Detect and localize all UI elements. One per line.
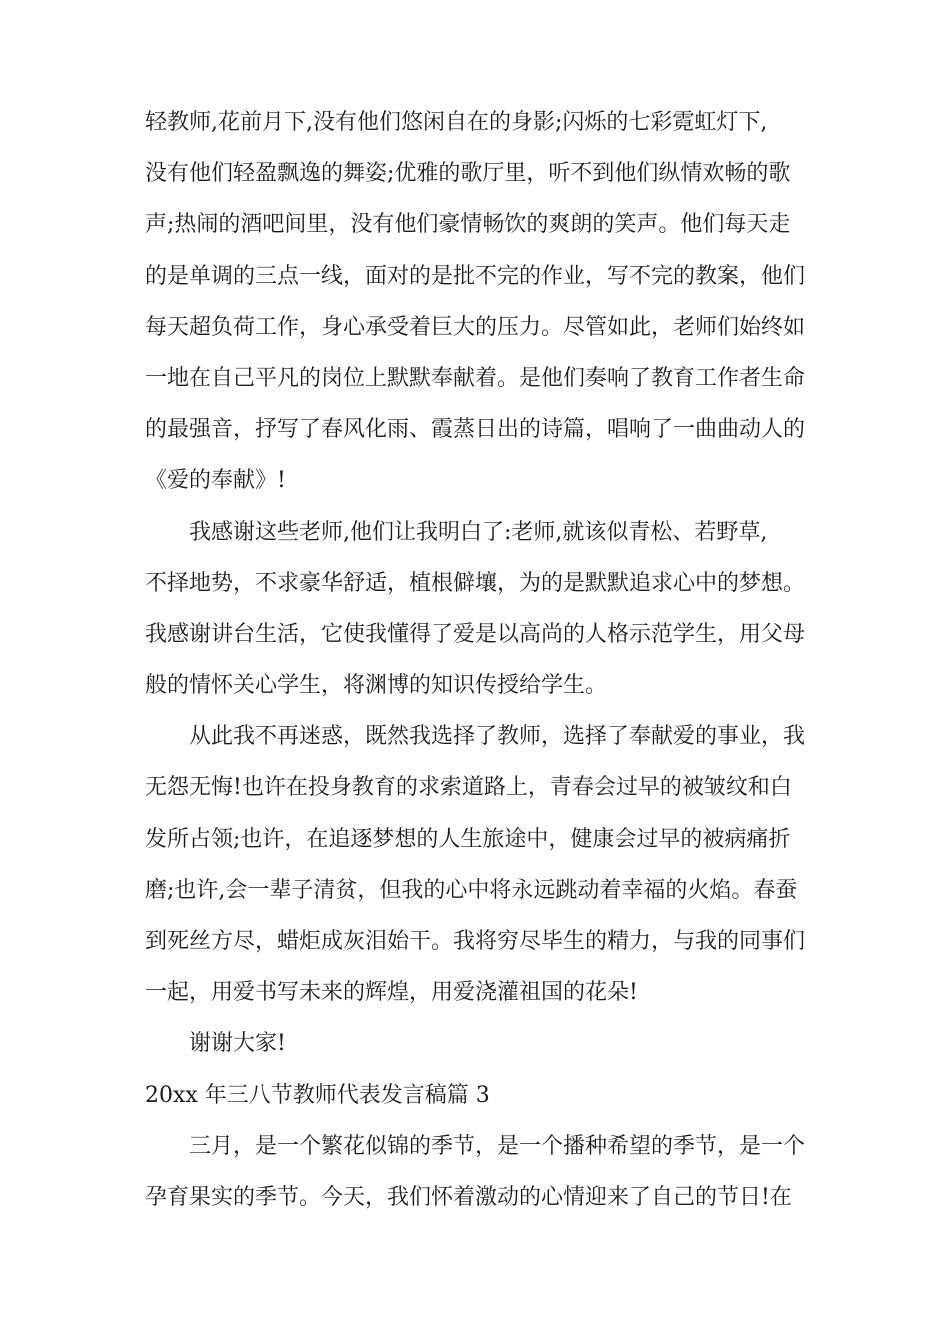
paragraph-1 xyxy=(145,97,825,507)
paragraph-line: 一地在自己平凡的岗位上默默奉献着。是他们奏响了教育工作者生命 xyxy=(145,365,806,391)
paragraph-line: 《爱的奉献》! xyxy=(145,468,286,494)
paragraph-line: 到死丝方尽，蜡炬成灰泪始干。我将穷尽毕生的精力，与我的同事们 xyxy=(145,929,806,954)
thanks-line: 谢谢大家! xyxy=(189,1031,286,1057)
paragraph-4 xyxy=(145,1121,825,1223)
paragraph-line: 没有他们轻盈飘逸的舞姿;优雅的歌厅里，听不到他们纵情欢畅的歌 xyxy=(145,161,791,187)
paragraph-line: 磨;也许,会一辈子清贫，但我的心中将永远跳动着幸福的火焰。春蚕 xyxy=(145,877,798,903)
paragraph-line: 一起，用爱书写未来的辉煌，用爱浇灌祖国的花朵! xyxy=(145,980,638,1006)
paragraph-line: 般的情怀关心学生，将渊博的知识传授给学生。 xyxy=(145,673,608,699)
paragraph-line: 轻教师,花前月下,没有他们悠闲自在的身影;闪烁的七彩霓虹灯下, xyxy=(145,110,768,135)
paragraph-line: 从此我不再迷惑，既然我选择了教师，选择了奉献爱的事业，我 xyxy=(189,724,806,750)
paragraph-3 xyxy=(145,711,825,1018)
paragraph-line: 发所占领;也许，在追逐梦想的人生旅途中，健康会过早的被病痛折 xyxy=(145,826,791,852)
section-heading: 20xx 年三八节教师代表发言稿篇 3 xyxy=(145,1082,490,1108)
paragraph-line: 我感谢讲台生活，它使我懂得了爱是以高尚的人格示范学生，用父母 xyxy=(145,621,806,647)
paragraph-line: 无怨无悔!也许在投身教育的求索道路上，青春会过早的被皱纹和白 xyxy=(145,775,792,801)
paragraph-line: 每天超负荷工作，身心承受着巨大的压力。尽管如此，老师们始终如 xyxy=(145,314,806,340)
paragraph-2 xyxy=(145,507,825,712)
paragraph-line: 不择地势，不求豪华舒适，植根僻壤，为的是默默追求心中的梦想。 xyxy=(145,570,806,596)
paragraph-line: 的是单调的三点一线，面对的是批不完的作业，写不完的教案，他们 xyxy=(145,263,806,289)
paragraph-line: 的最强音，抒写了春风化雨、霞蒸日出的诗篇，唱响了一曲曲动人的 xyxy=(145,417,806,443)
paragraph-line: 孕育果实的季节。今天，我们怀着激动的心情迎来了自己的节日!在 xyxy=(145,1184,792,1210)
paragraph-line: 我感谢这些老师,他们让我明白了:老师,就该似青松、若野草, xyxy=(189,519,768,545)
document-body xyxy=(145,97,825,1223)
paragraph-line: 三月，是一个繁花似锦的季节，是一个播种希望的季节，是一个 xyxy=(189,1133,806,1159)
paragraph-line: 声;热闹的酒吧间里，没有他们豪情畅饮的爽朗的笑声。他们每天走 xyxy=(145,212,791,238)
